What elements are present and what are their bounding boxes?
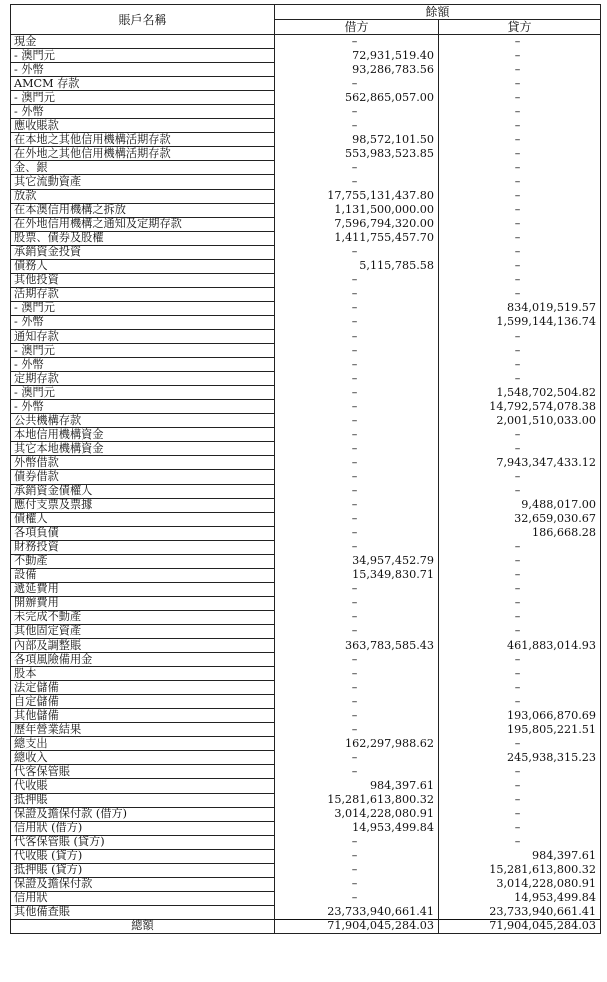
credit-cell: 1,548,702,504.82 <box>439 386 601 400</box>
credit-cell: – <box>439 161 601 175</box>
credit-cell: 14,953,499.84 <box>439 891 601 905</box>
credit-cell: – <box>439 77 601 91</box>
table-row <box>11 315 601 329</box>
debit-cell: – <box>275 428 439 442</box>
credit-cell: 15,281,613,800.32 <box>439 863 601 877</box>
account-name-cell: 金、銀 <box>11 161 275 175</box>
debit-cell: – <box>275 470 439 484</box>
credit-cell: – <box>439 610 601 624</box>
debit-cell: 14,953,499.84 <box>275 821 439 835</box>
debit-cell: – <box>275 596 439 610</box>
credit-cell: – <box>439 540 601 554</box>
table-row <box>11 639 601 653</box>
debit-cell: – <box>275 329 439 343</box>
credit-cell: – <box>439 133 601 147</box>
account-name-cell: - 外幣 <box>11 400 275 414</box>
table-row <box>11 91 601 105</box>
credit-cell: – <box>439 779 601 793</box>
account-name-cell: 外幣借款 <box>11 456 275 470</box>
account-name-cell: 代客保管賬 <box>11 765 275 779</box>
debit-cell: – <box>275 582 439 596</box>
debit-cell: – <box>275 344 439 358</box>
credit-cell: – <box>439 63 601 77</box>
credit-cell: – <box>439 568 601 582</box>
debit-cell: – <box>275 386 439 400</box>
table-row <box>11 372 601 386</box>
account-name-cell: 代收賬 (貸方) <box>11 849 275 863</box>
account-name-cell: 不動產 <box>11 554 275 568</box>
table-row <box>11 245 601 259</box>
account-name-cell: 承銷資金債權人 <box>11 484 275 498</box>
account-name-cell: 放款 <box>11 189 275 203</box>
table-row <box>11 175 601 189</box>
account-name-cell: 定期存款 <box>11 372 275 386</box>
credit-cell: – <box>439 737 601 751</box>
debit-cell: 1,131,500,000.00 <box>275 203 439 217</box>
account-name-cell: 信用狀 <box>11 891 275 905</box>
debit-cell: – <box>275 863 439 877</box>
credit-cell: – <box>439 91 601 105</box>
account-name-cell: 總收入 <box>11 751 275 765</box>
debit-cell: – <box>275 526 439 540</box>
account-name-cell: 債權人 <box>11 512 275 526</box>
credit-cell: – <box>439 765 601 779</box>
account-name-cell: 保證及擔保付款 (借方) <box>11 807 275 821</box>
credit-cell: – <box>439 470 601 484</box>
debit-cell: 7,596,794,320.00 <box>275 217 439 231</box>
table-row <box>11 273 601 287</box>
table-row <box>11 526 601 540</box>
account-name-cell: 其它本地機構資金 <box>11 442 275 456</box>
credit-cell: – <box>439 119 601 133</box>
debit-cell: 162,297,988.62 <box>275 737 439 751</box>
credit-cell: 9,488,017.00 <box>439 498 601 512</box>
credit-cell: – <box>439 793 601 807</box>
debit-cell: – <box>275 667 439 681</box>
credit-cell: – <box>439 372 601 386</box>
total-row <box>11 919 601 933</box>
table-row <box>11 386 601 400</box>
debit-cell: – <box>275 695 439 709</box>
credit-cell: – <box>439 695 601 709</box>
account-name-cell: 未完成不動產 <box>11 610 275 624</box>
debit-cell: 34,957,452.79 <box>275 554 439 568</box>
credit-cell: – <box>439 358 601 372</box>
account-name-header: 賬戶名稱 <box>11 5 275 35</box>
account-name-cell: 其他投資 <box>11 273 275 287</box>
account-name-cell: 開辦費用 <box>11 596 275 610</box>
account-name-cell: 設備 <box>11 568 275 582</box>
table-row <box>11 147 601 161</box>
credit-cell: – <box>439 484 601 498</box>
credit-cell: – <box>439 231 601 245</box>
credit-cell: 834,019,519.57 <box>439 301 601 315</box>
credit-cell: 186,668.28 <box>439 526 601 540</box>
account-name-cell: 遞延費用 <box>11 582 275 596</box>
table-row <box>11 358 601 372</box>
trial-balance-table <box>10 4 601 934</box>
account-name-cell: 財務投資 <box>11 540 275 554</box>
debit-cell: 5,115,785.58 <box>275 259 439 273</box>
credit-cell: 32,659,030.67 <box>439 512 601 526</box>
account-name-cell: 抵押賬 <box>11 793 275 807</box>
table-row <box>11 456 601 470</box>
credit-cell: 7,943,347,433.12 <box>439 456 601 470</box>
credit-cell: – <box>439 681 601 695</box>
credit-cell: – <box>439 624 601 638</box>
table-row <box>11 667 601 681</box>
credit-cell: 23,733,940,661.41 <box>439 905 601 919</box>
table-row <box>11 540 601 554</box>
table-row <box>11 681 601 695</box>
credit-cell: – <box>439 554 601 568</box>
table-row <box>11 596 601 610</box>
credit-cell: 984,397.61 <box>439 849 601 863</box>
credit-cell: – <box>439 329 601 343</box>
debit-cell: – <box>275 245 439 259</box>
table-row <box>11 428 601 442</box>
account-name-cell: 在外地之其他信用機構活期存款 <box>11 147 275 161</box>
debit-cell: – <box>275 161 439 175</box>
table-row <box>11 231 601 245</box>
table-row <box>11 414 601 428</box>
table-row <box>11 554 601 568</box>
debit-cell: – <box>275 709 439 723</box>
table-row <box>11 329 601 343</box>
credit-cell: – <box>439 175 601 189</box>
debit-cell: – <box>275 287 439 301</box>
table-row <box>11 582 601 596</box>
debit-cell: 98,572,101.50 <box>275 133 439 147</box>
account-name-cell: 各項風險備用金 <box>11 653 275 667</box>
account-name-cell: 在本地之其他信用機構活期存款 <box>11 133 275 147</box>
table-row <box>11 610 601 624</box>
debit-cell: – <box>275 105 439 119</box>
table-row <box>11 259 601 273</box>
debit-cell: – <box>275 358 439 372</box>
debit-cell: – <box>275 456 439 470</box>
credit-cell: 195,805,221.51 <box>439 723 601 737</box>
account-name-cell: 股本 <box>11 667 275 681</box>
account-name-cell: 自定儲備 <box>11 695 275 709</box>
debit-cell: – <box>275 414 439 428</box>
account-name-cell: 法定儲備 <box>11 681 275 695</box>
total-label: 總額 <box>11 919 275 933</box>
account-name-cell: 歷年營業結果 <box>11 723 275 737</box>
table-row <box>11 63 601 77</box>
credit-cell: – <box>439 667 601 681</box>
table-row <box>11 863 601 877</box>
table-row <box>11 653 601 667</box>
credit-cell: – <box>439 835 601 849</box>
account-name-cell: 內部及調整賬 <box>11 639 275 653</box>
account-name-cell: 其他儲備 <box>11 709 275 723</box>
account-name-cell: 活期存款 <box>11 287 275 301</box>
account-name-cell: 總支出 <box>11 737 275 751</box>
credit-cell: – <box>439 147 601 161</box>
table-row <box>11 905 601 919</box>
account-name-cell: 承銷資金投資 <box>11 245 275 259</box>
debit-cell: 1,411,755,457.70 <box>275 231 439 245</box>
debit-cell: – <box>275 512 439 526</box>
table-row <box>11 807 601 821</box>
debit-cell: – <box>275 681 439 695</box>
account-name-cell: - 澳門元 <box>11 91 275 105</box>
debit-cell: 3,014,228,080.91 <box>275 807 439 821</box>
table-row <box>11 470 601 484</box>
credit-cell: – <box>439 442 601 456</box>
table-row <box>11 287 601 301</box>
table-row <box>11 203 601 217</box>
account-name-cell: 其它流動資產 <box>11 175 275 189</box>
credit-cell: – <box>439 596 601 610</box>
credit-cell: – <box>439 807 601 821</box>
account-name-cell: - 澳門元 <box>11 344 275 358</box>
table-row <box>11 49 601 63</box>
debit-cell: – <box>275 77 439 91</box>
table-row <box>11 217 601 231</box>
debit-cell: – <box>275 723 439 737</box>
debit-cell: – <box>275 35 439 49</box>
account-name-cell: 代收賬 <box>11 779 275 793</box>
account-name-cell: - 澳門元 <box>11 301 275 315</box>
debit-cell: – <box>275 610 439 624</box>
debit-cell: 93,286,783.56 <box>275 63 439 77</box>
account-name-cell: 抵押賬 (貸方) <box>11 863 275 877</box>
table-body <box>11 35 601 920</box>
account-name-cell: - 外幣 <box>11 358 275 372</box>
table-row <box>11 568 601 582</box>
debit-cell: 562,865,057.00 <box>275 91 439 105</box>
table-row <box>11 793 601 807</box>
debit-cell: – <box>275 301 439 315</box>
debit-cell: – <box>275 315 439 329</box>
account-name-cell: - 澳門元 <box>11 49 275 63</box>
credit-cell: 2,001,510,033.00 <box>439 414 601 428</box>
debit-header: 借方 <box>275 20 439 35</box>
credit-cell: – <box>439 582 601 596</box>
table-row <box>11 737 601 751</box>
credit-cell: – <box>439 35 601 49</box>
credit-cell: – <box>439 653 601 667</box>
table-row <box>11 119 601 133</box>
account-name-cell: 股票、債券及股權 <box>11 231 275 245</box>
credit-cell: 14,792,574,078.38 <box>439 400 601 414</box>
table-row <box>11 723 601 737</box>
table-row <box>11 765 601 779</box>
debit-cell: – <box>275 119 439 133</box>
debit-cell: – <box>275 400 439 414</box>
debit-cell: 23,733,940,661.41 <box>275 905 439 919</box>
table-row <box>11 344 601 358</box>
table-row <box>11 512 601 526</box>
account-name-cell: 債務人 <box>11 259 275 273</box>
account-name-cell: 債券借款 <box>11 470 275 484</box>
debit-cell: – <box>275 849 439 863</box>
table-row <box>11 624 601 638</box>
account-name-cell: 通知存款 <box>11 329 275 343</box>
account-name-cell: 在外地信用機構之通知及定期存款 <box>11 217 275 231</box>
debit-cell: – <box>275 273 439 287</box>
debit-cell: 17,755,131,437.80 <box>275 189 439 203</box>
debit-cell: – <box>275 484 439 498</box>
debit-cell: 363,783,585.43 <box>275 639 439 653</box>
account-name-cell: AMCM 存款 <box>11 77 275 91</box>
debit-cell: 984,397.61 <box>275 779 439 793</box>
debit-cell: – <box>275 751 439 765</box>
account-name-cell: 各項負債 <box>11 526 275 540</box>
table-row <box>11 133 601 147</box>
account-name-cell: 其他備查賬 <box>11 905 275 919</box>
debit-cell: – <box>275 442 439 456</box>
balance-header: 餘額 <box>275 5 601 20</box>
total-debit: 71,904,045,284.03 <box>275 919 439 933</box>
table-row <box>11 77 601 91</box>
table-row <box>11 751 601 765</box>
credit-cell: 245,938,315.23 <box>439 751 601 765</box>
credit-cell: – <box>439 287 601 301</box>
account-name-cell: 本地信用機構資金 <box>11 428 275 442</box>
debit-cell: – <box>275 372 439 386</box>
account-name-cell: 現金 <box>11 35 275 49</box>
account-name-cell: - 澳門元 <box>11 386 275 400</box>
debit-cell: – <box>275 498 439 512</box>
account-name-cell: 在本澳信用機構之拆放 <box>11 203 275 217</box>
credit-cell: – <box>439 344 601 358</box>
table-row <box>11 835 601 849</box>
debit-cell: – <box>275 877 439 891</box>
debit-cell: 553,983,523.85 <box>275 147 439 161</box>
credit-cell: – <box>439 217 601 231</box>
account-name-cell: 公共機構存款 <box>11 414 275 428</box>
debit-cell: – <box>275 891 439 905</box>
trial-balance-sheet <box>10 4 600 934</box>
debit-cell: – <box>275 624 439 638</box>
table-row <box>11 35 601 49</box>
table-row <box>11 821 601 835</box>
table-row <box>11 695 601 709</box>
table-row <box>11 877 601 891</box>
account-name-cell: 應收賬款 <box>11 119 275 133</box>
account-name-cell: 代客保管賬 (貸方) <box>11 835 275 849</box>
credit-cell: – <box>439 273 601 287</box>
account-name-cell: 應付支票及票據 <box>11 498 275 512</box>
credit-cell: – <box>439 189 601 203</box>
debit-cell: – <box>275 175 439 189</box>
debit-cell: 15,281,613,800.32 <box>275 793 439 807</box>
credit-cell: – <box>439 821 601 835</box>
table-row <box>11 105 601 119</box>
account-name-cell: - 外幣 <box>11 63 275 77</box>
debit-cell: 72,931,519.40 <box>275 49 439 63</box>
credit-header: 貸方 <box>439 20 601 35</box>
credit-cell: 1,599,144,136.74 <box>439 315 601 329</box>
debit-cell: – <box>275 835 439 849</box>
table-row <box>11 484 601 498</box>
credit-cell: – <box>439 49 601 63</box>
credit-cell: – <box>439 245 601 259</box>
total-credit: 71,904,045,284.03 <box>439 919 601 933</box>
table-row <box>11 709 601 723</box>
credit-cell: 3,014,228,080.91 <box>439 877 601 891</box>
table-row <box>11 189 601 203</box>
debit-cell: – <box>275 765 439 779</box>
debit-cell: – <box>275 653 439 667</box>
table-row <box>11 849 601 863</box>
credit-cell: – <box>439 428 601 442</box>
account-name-cell: 其他固定資產 <box>11 624 275 638</box>
table-row <box>11 779 601 793</box>
credit-cell: 193,066,870.69 <box>439 709 601 723</box>
debit-cell: – <box>275 540 439 554</box>
debit-cell: 15,349,830.71 <box>275 568 439 582</box>
account-name-cell: 保證及擔保付款 <box>11 877 275 891</box>
credit-cell: – <box>439 203 601 217</box>
account-name-cell: - 外幣 <box>11 315 275 329</box>
table-row <box>11 161 601 175</box>
credit-cell: 461,883,014.93 <box>439 639 601 653</box>
table-row <box>11 301 601 315</box>
table-row <box>11 442 601 456</box>
table-row <box>11 400 601 414</box>
account-name-cell: 信用狀 (借方) <box>11 821 275 835</box>
account-name-cell: - 外幣 <box>11 105 275 119</box>
table-row <box>11 498 601 512</box>
table-row <box>11 891 601 905</box>
credit-cell: – <box>439 105 601 119</box>
credit-cell: – <box>439 259 601 273</box>
